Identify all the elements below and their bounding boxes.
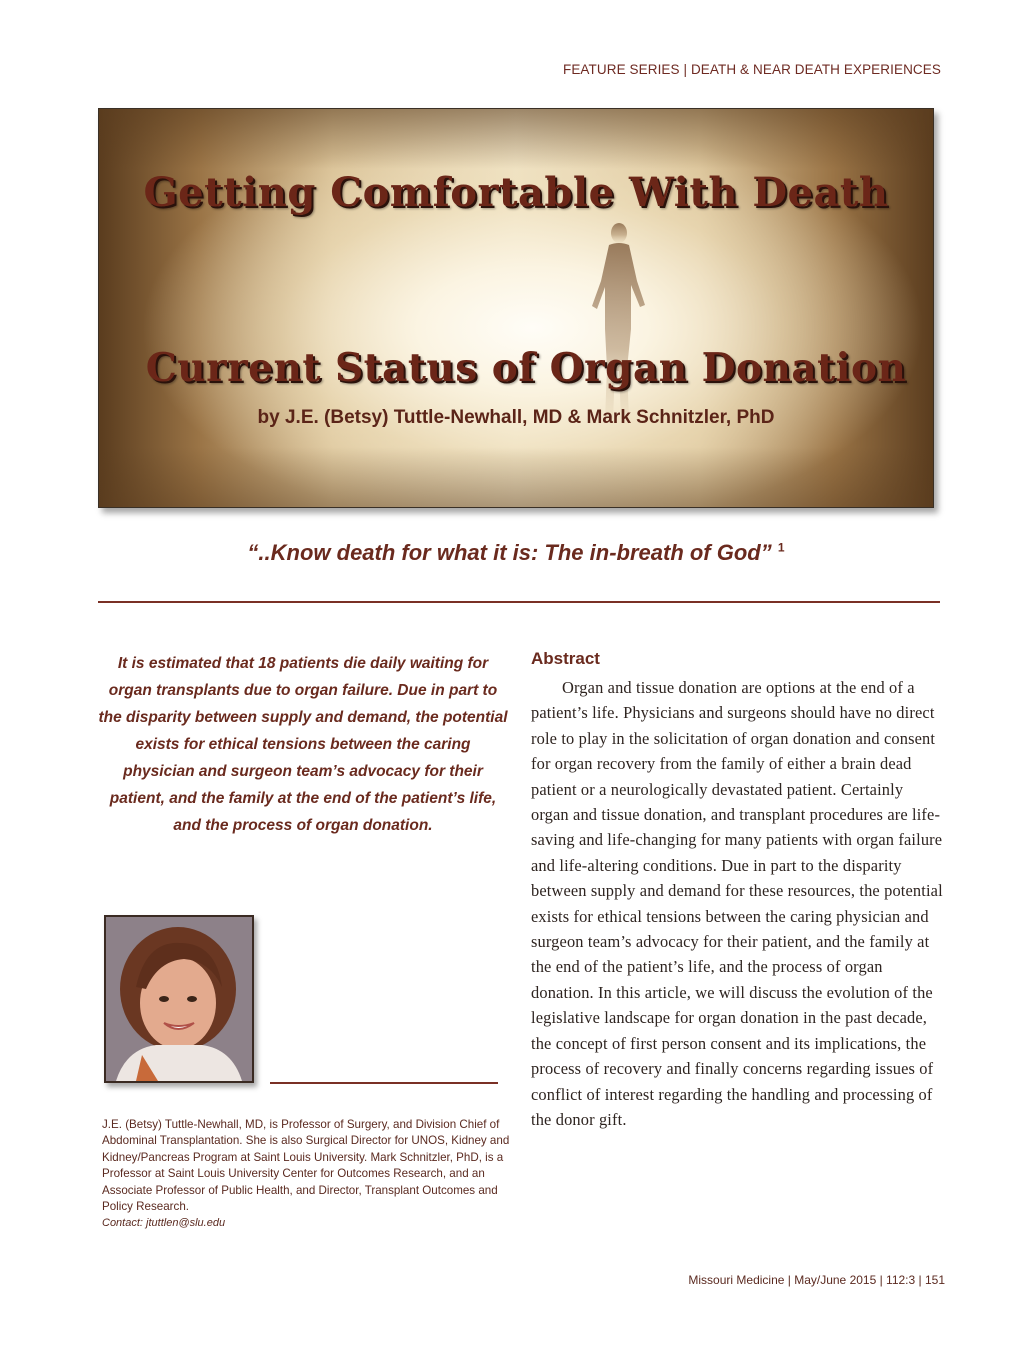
author-contact: Contact: jtuttlen@slu.edu	[102, 1217, 226, 1230]
banner-title-line1: Getting Comfortable With Death	[143, 169, 889, 216]
banner-shade-top	[99, 109, 933, 169]
author-bio	[102, 1117, 512, 1232]
bio-divider	[270, 1082, 498, 1084]
abstract-heading: Abstract	[531, 649, 600, 668]
author-photo	[104, 915, 254, 1083]
banner-title-line2: Current Status of Organ Donation	[145, 345, 907, 391]
feature-series-header: FEATURE SERIES | DEATH & NEAR DEATH EXPERIENCES	[562, 62, 941, 77]
walking-figure-illustration	[585, 219, 655, 434]
pull-quote: It is estimated that 18 patients die daily waiting for organ transplants due to organ failure. Due in part to the disparity between supply and demand, the potential exists for ethical tensions between the caring physician and surgeon team’s advocacy for their patient, and the family at the end of the patient’s life, and the process of organ donation.	[98, 655, 508, 834]
author-bio-text: J.E. (Betsy) Tuttle-Newhall, MD, is Professor of Surgery, and Division Chief of Abdominal Transplantation. She is also Surgical Director for UNOS, Kidney and Kidney/Pancreas Program at Saint Louis University. Mark Schnitzler, PhD, is a Professor at Saint Louis University Center for Outcomes Research, and an Associate Professor of Public Health, and Director, Transplant Outcomes and Policy Research.	[102, 1118, 510, 1214]
epigraph-footnote-ref: 1	[777, 540, 785, 555]
abstract-body: Organ and tissue donation are options at the end of a patient’s life. Physicians and surgeons should have no direct role to play in the solicitation of organ donation and consent for organ recovery from the family of either a brain dead patient or a neurologically devastated patient. Certainly organ and tissue donation, and transplant procedures are life-saving and life-changing for many patients with organ failure and life-altering conditions. Due in part to the disparity between supply and demand for these resources, the potential exists for ethical tensions between the caring physician and surgeon team’s advocacy for their patient, and the family at the end of the patient’s life, and the process of organ donation. In this article, we will discuss the evolution of the legislative landscape for organ donation in the past decade, the concept of first person consent and its implications, the process of recovery and finally concerns regarding issues of conflict of interest regarding the handling and processing of the donor gift.	[531, 678, 943, 1129]
author-byline: by J.E. (Betsy) Tuttle-Newhall, MD & Mark Schnitzler, PhD	[257, 407, 775, 428]
author-portrait-illustration	[106, 917, 252, 1081]
banner-shade-bottom	[99, 447, 933, 507]
page-footer: Missouri Medicine | May/June 2015 | 112:3 | 151	[688, 1273, 945, 1287]
epigraph-text: “..Know death for what it is: The in-breath of God”	[247, 540, 772, 565]
section-divider	[98, 601, 940, 603]
epigraph-quote	[98, 540, 934, 566]
title-banner	[98, 108, 934, 508]
